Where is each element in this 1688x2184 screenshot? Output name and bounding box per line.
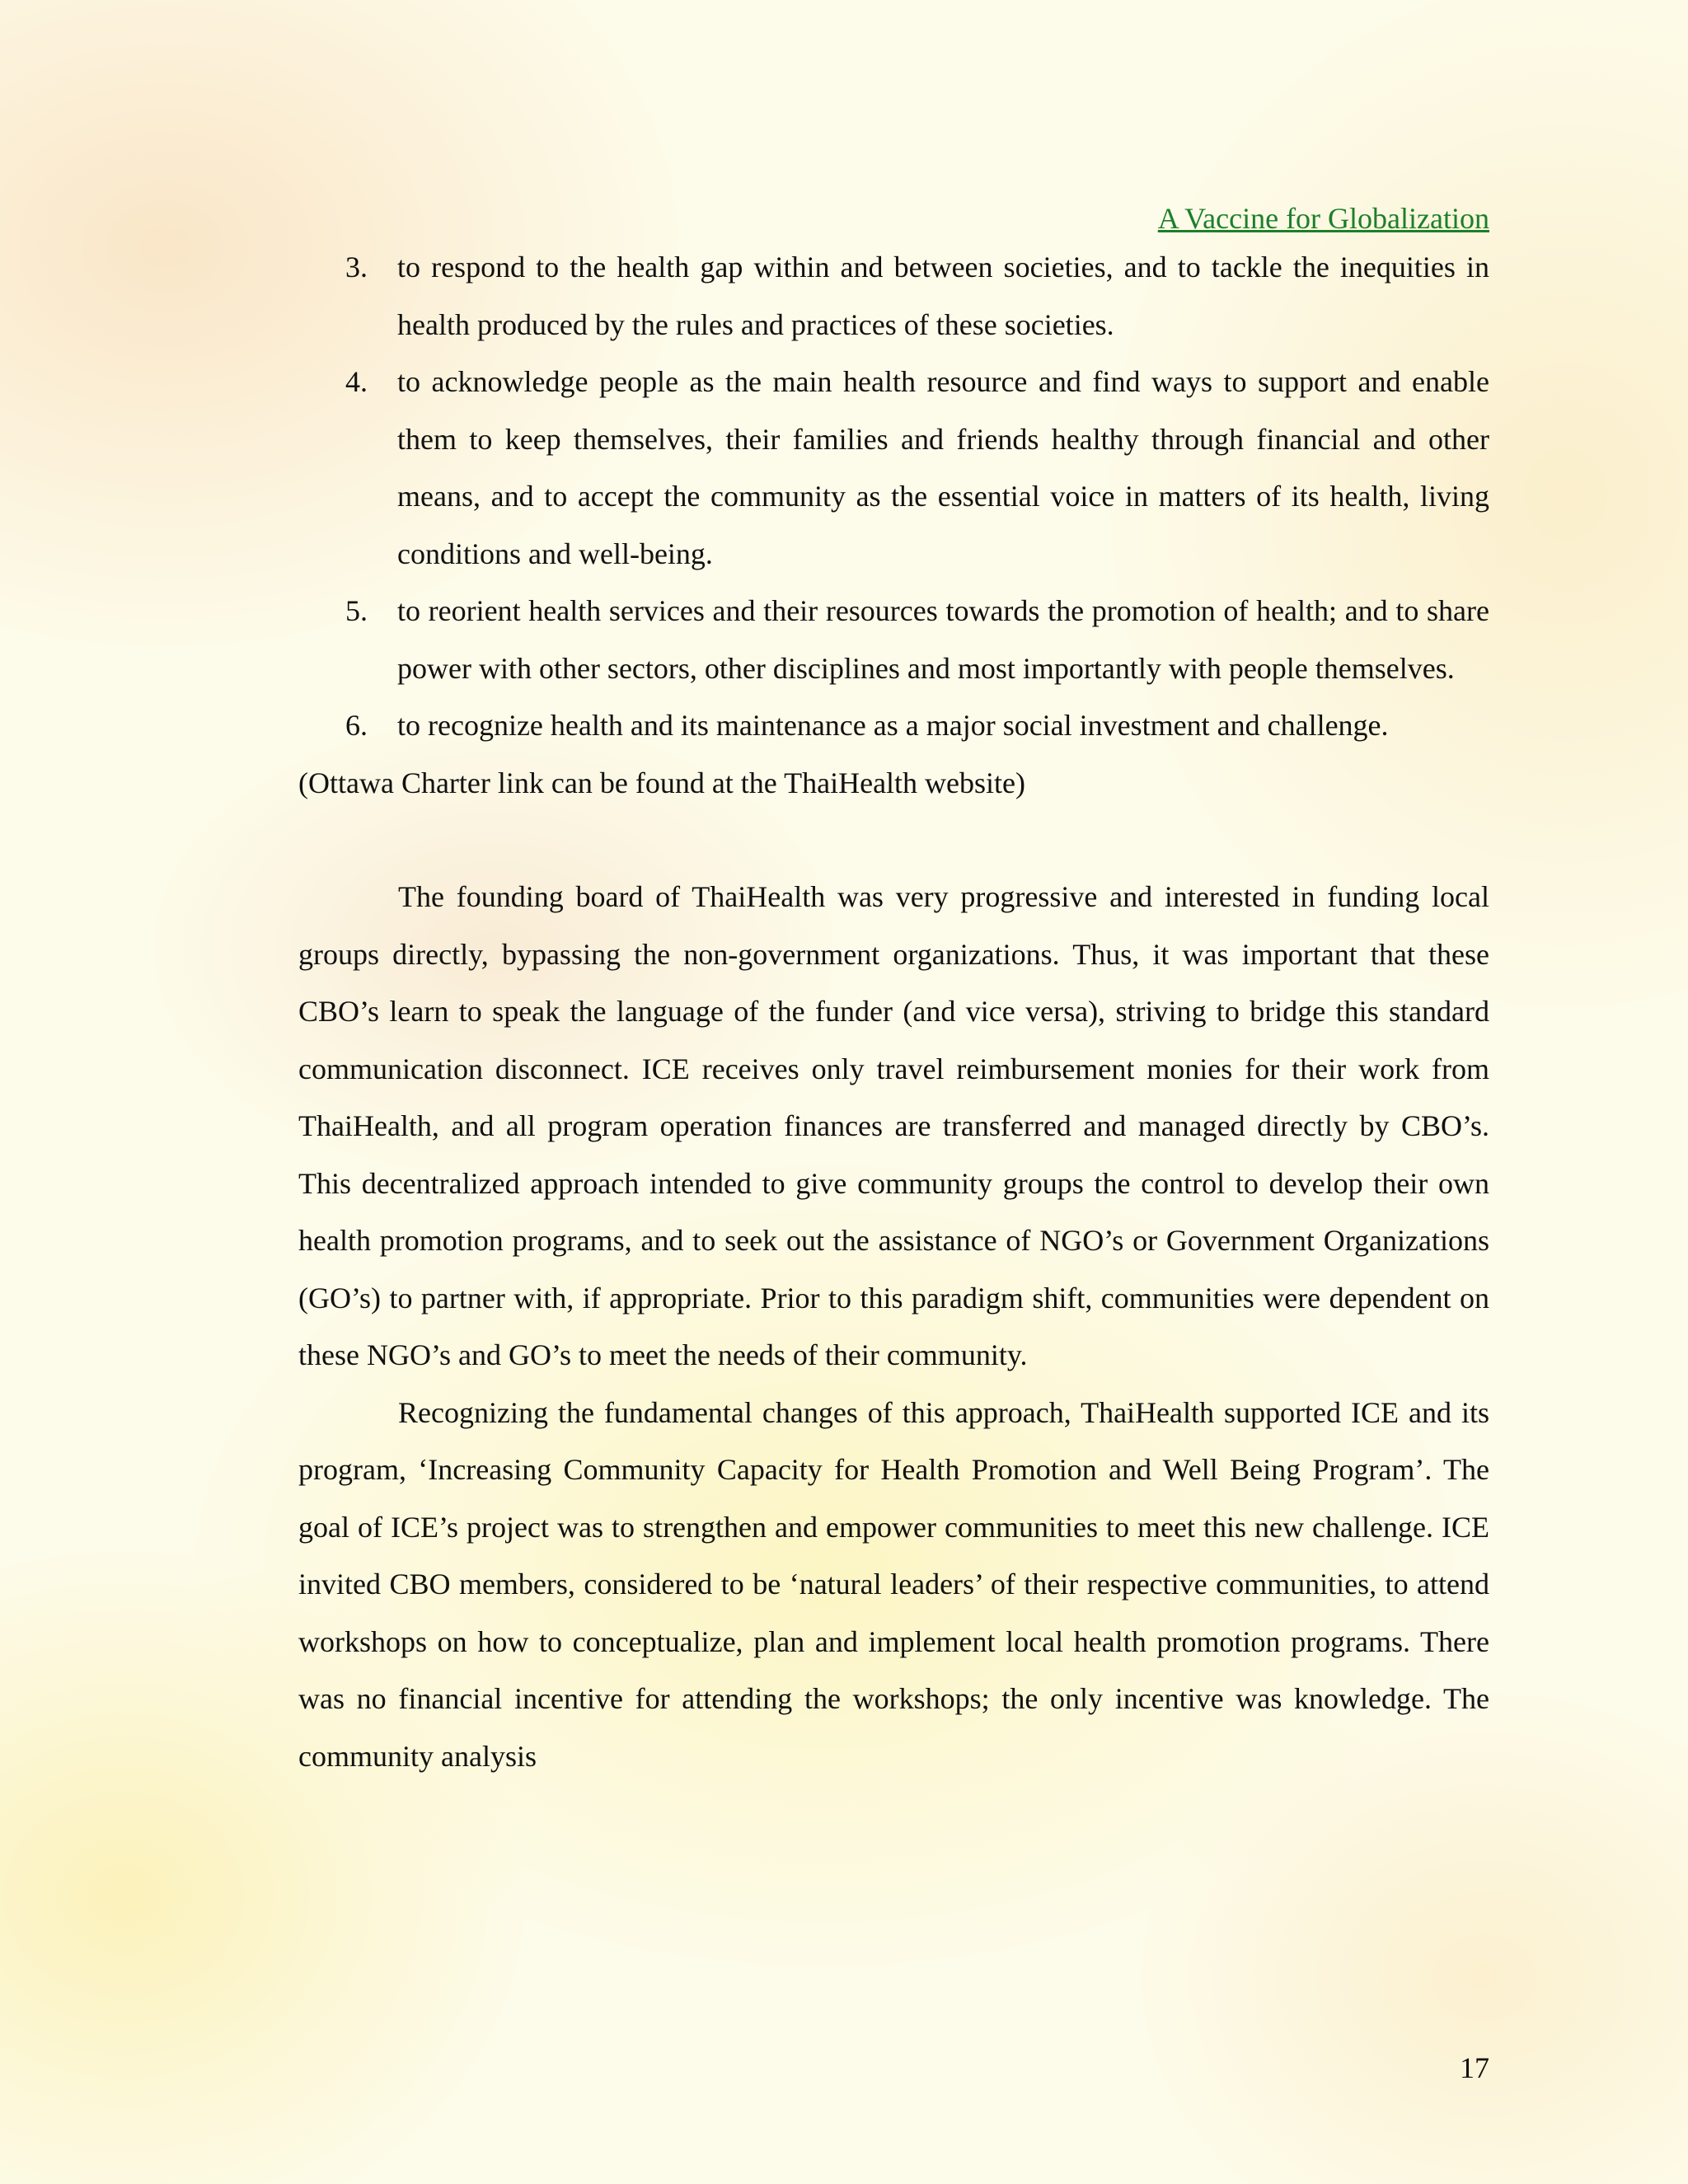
list-item-number: 3. bbox=[345, 251, 368, 284]
document-page bbox=[298, 198, 1489, 1785]
body-paragraph: The founding board of ThaiHealth was very progressive and interested in funding local groups directly, bypassing the non-government organizations. Thus, it was important that these CBO’s learn to speak the language of the funder (and vice versa), striving to bridge this standard communication disconnect. ICE receives only travel reimbursement monies for their work from ThaiHealth, and all program operation finances are transferred and managed directly by CBO’s. This decentralized approach intended to give community groups the control to develop their own health promotion programs, and to seek out the assistance of NGO’s or Government Organizations (GO’s) to partner with, if appropriate. Prior to this paradigm shift, communities were dependent on these NGO’s and GO’s to meet the needs of their community. bbox=[298, 880, 1489, 1371]
list-item bbox=[298, 583, 1489, 697]
source-note: (Ottawa Charter link can be found at the ThaiHealth website) bbox=[298, 766, 1026, 799]
running-header: A Vaccine for Globalization bbox=[1157, 202, 1489, 235]
list-item-number: 6. bbox=[345, 709, 368, 742]
list-item-text: to recognize health and its maintenance as a major social investment and challenge. bbox=[397, 709, 1389, 742]
list-item bbox=[298, 697, 1489, 755]
list-item-text: to acknowledge people as the main health resource and find ways to support and enable them to keep themselves, their families and friends healthy through financial and other means, and to accept the community as the essential voice in matters of its health, living conditions and well-being. bbox=[397, 365, 1489, 570]
list-item-number: 5. bbox=[345, 594, 368, 627]
list-item bbox=[298, 239, 1489, 354]
charter-goals-list bbox=[298, 239, 1489, 755]
list-item-text: to reorient health services and their resources towards the promotion of health; and to share power with other sectors, other disciplines and most importantly with people themselves. bbox=[397, 594, 1489, 685]
list-item bbox=[298, 354, 1489, 583]
page-number: 17 bbox=[1460, 2051, 1489, 2084]
list-item-number: 4. bbox=[345, 365, 368, 398]
body-paragraph: Recognizing the fundamental changes of this approach, ThaiHealth supported ICE and its program, ‘Increasing Community Capacity for Health Promotion and Well Being Program’. The goal of ICE’s project was to strengthen and empower communities to meet this new challenge. ICE invited CBO members, considered to be ‘natural leaders’ of their respective communities, to attend workshops on how to conceptualize, plan and implement local health promotion programs. There was no financial incentive for attending the workshops; the only incentive was knowledge. The community analysis bbox=[298, 1395, 1489, 1773]
list-item-text: to respond to the health gap within and between societies, and to tackle the inequities in health produced by the rules and practices of these societies. bbox=[397, 251, 1489, 341]
